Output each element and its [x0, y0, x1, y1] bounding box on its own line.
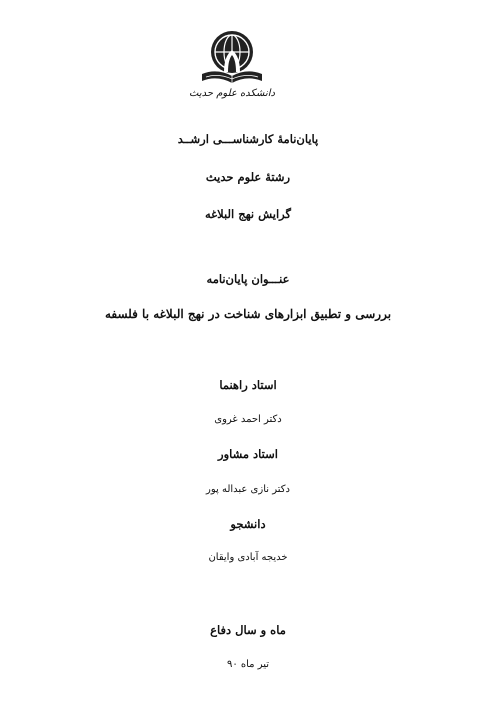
logo-caption: دانشکده علوم حدیث [189, 88, 275, 99]
field-heading: رشتهٔ علوم حدیث [205, 170, 291, 184]
supervisor-name: دکتر احمد غروی [214, 414, 282, 425]
advisor-name: دکتر نازی عبداله پور [206, 484, 290, 495]
defense-date-label: ماه و سال دفاع [210, 623, 286, 637]
student-label: دانشجو [230, 517, 266, 531]
specialization-heading: گرایش نهج البلاغه [204, 207, 292, 221]
thesis-title: بررسی و تطبیق ابزارهای شناخت در نهج البلاغه با فلسفه [104, 307, 392, 321]
thesis-title-label: عنـــوان پایان‌نامه [206, 272, 290, 286]
student-name: خدیجه آبادی وایقان [208, 552, 288, 563]
supervisor-label: استاد راهنما [219, 378, 277, 392]
advisor-label: استاد مشاور [218, 447, 278, 461]
degree-heading: پایان‌نامهٔ کارشناســـی ارشــد [177, 132, 319, 146]
university-logo [184, 28, 280, 112]
defense-date: تیر ماه ۹۰ [226, 659, 270, 670]
globe-book-emblem-icon [184, 28, 280, 112]
